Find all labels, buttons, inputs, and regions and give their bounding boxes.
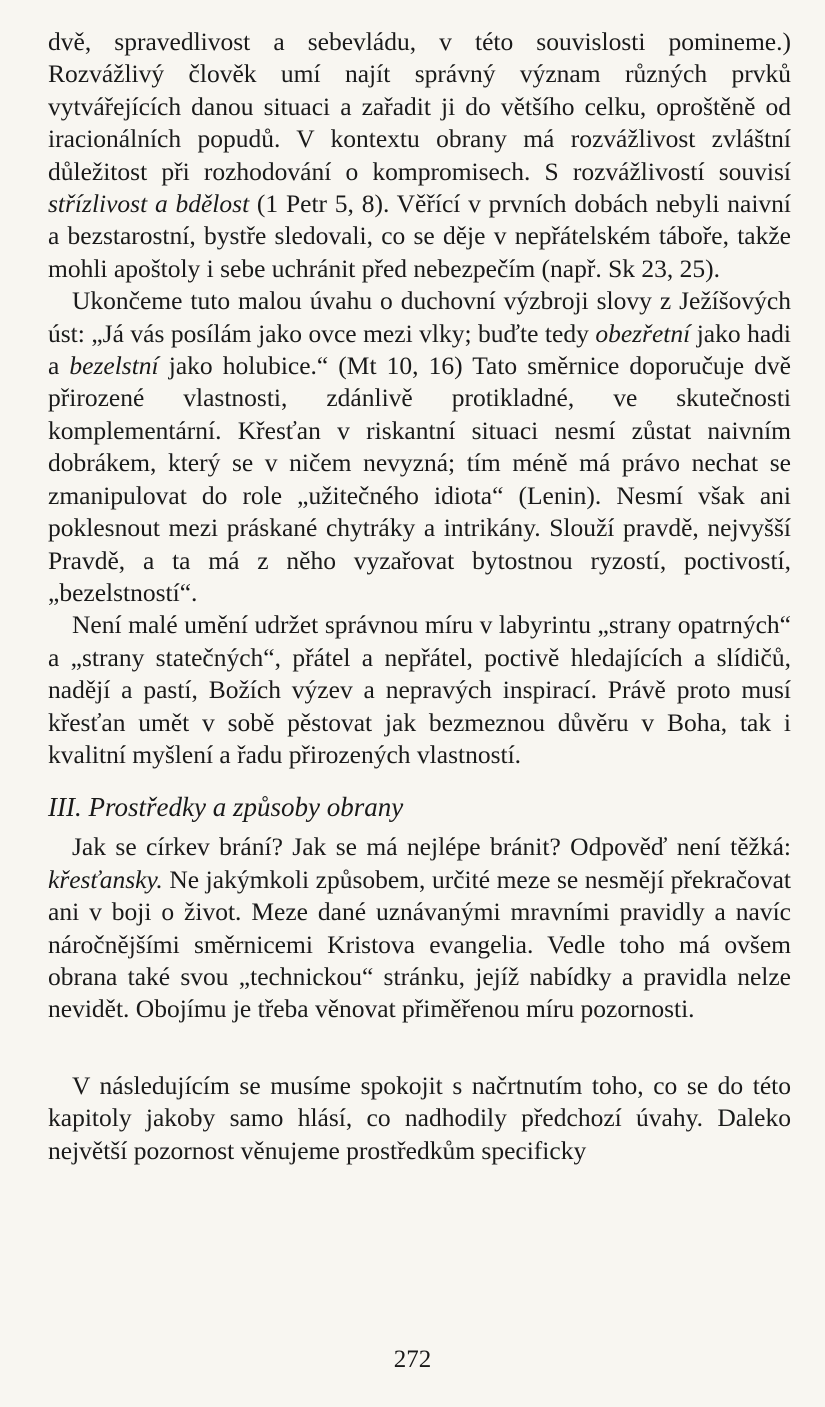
text-run: jako hadi a (48, 318, 791, 381)
italic-text: bezelstní (69, 351, 159, 381)
paragraph (48, 831, 791, 1025)
text-run: Jak se církev brání? Jak se má nejlépe bránit? Odpověď není těžká: (72, 832, 791, 862)
text-run: jako holubice.“ (Mt 10, 16) Tato směrnice doporučuje dvě přirozené vlastnosti, zdánlivě protikladné, ve skutečnosti komplementární. Křesťan v riskantní situaci nesmí zůstat naivním dobrákem, který se v ničem nevyzná; tím méně má právo nechat se zmanipulovat do role „užitečného idiota“ (Lenin). Nesmí však ani poklesnout mezi práskané chytráky a intrikány. Slouží pravdě, nejvyšší Pravdě, a ta má z něho vyzařovat bytostnou ryzostí, poctivostí, „bezelstností“. (48, 351, 791, 607)
paragraph (48, 285, 791, 609)
paragraph (48, 1070, 791, 1167)
italic-text: křesťansky. (48, 864, 163, 894)
italic-text: obezřetní (595, 318, 691, 348)
page-number: 272 (393, 1346, 432, 1373)
text-run: dvě, spravedlivost a sebevládu, v této souvislosti pomineme.) Rozvážlivý člověk umí najít správný význam různých prvků vytvářejících danou situaci a zařadit ji do většího celku, oproštěně od iracionálních popudů. V kontextu obrany má rozvážlivost zvláštní důležitost při rozhodování o kompromisech. S rozvážlivostí souvisí (48, 27, 791, 186)
paragraph (48, 26, 791, 285)
text-run: Ne jakýmkoli způsobem, určité meze se nesmějí překračovat ani v boji o život. Meze dané uznávanými mravními pravidly a navíc náročnějšími směrnicemi Kristova evangelia. Vedle toho má ovšem obrana také svou „technickou“ stránku, jejíž nabídky a pravidla nelze nevidět. Obojímu je třeba věnovat přiměřenou míru pozornosti. (48, 864, 791, 1024)
section-heading: III. Prostředky a způsoby obrany (48, 792, 404, 823)
body-text-before-heading (48, 26, 791, 771)
paragraph-gap (48, 1026, 791, 1070)
text-run: Není malé umění udržet správnou míru v labyrintu „strany opatrných“ a „strany statečných“, přátel a nepřátel, poctivě hledajících a slídičů, nadějí a pastí, Božích výzev a nepravých inspirací. Právě proto musí křesťan umět v sobě pěstovat jak bezmeznou důvěru v Boha, tak i kvalitní myšlení a řadu přirozených vlastností. (48, 610, 791, 769)
paragraph (48, 609, 791, 771)
text-run: (1 Petr 5, 8). Věřící v prvních dobách nebyli naivní a bezstarostní, bystře sledovali, co se děje v nepřátelském táboře, takže mohli apoštoly i sebe uchránit před nebezpečím (např. Sk 23, 25). (48, 189, 791, 283)
body-text-after-heading (48, 831, 791, 1167)
text-run: V následujícím se musíme spokojit s načrtnutím toho, co se do této kapitoly jakoby samo hlásí, co nadhodily předchozí úvahy. Daleko největší pozornost věnujeme prostředkům specificky (48, 1070, 791, 1165)
text-run: Ukončeme tuto malou úvahu o duchovní výzbroji slovy z Ježíšových úst: „Já vás posílám jako ovce mezi vlky; buďte tedy (48, 286, 791, 348)
italic-text: střízlivost a bdělost (48, 189, 250, 219)
